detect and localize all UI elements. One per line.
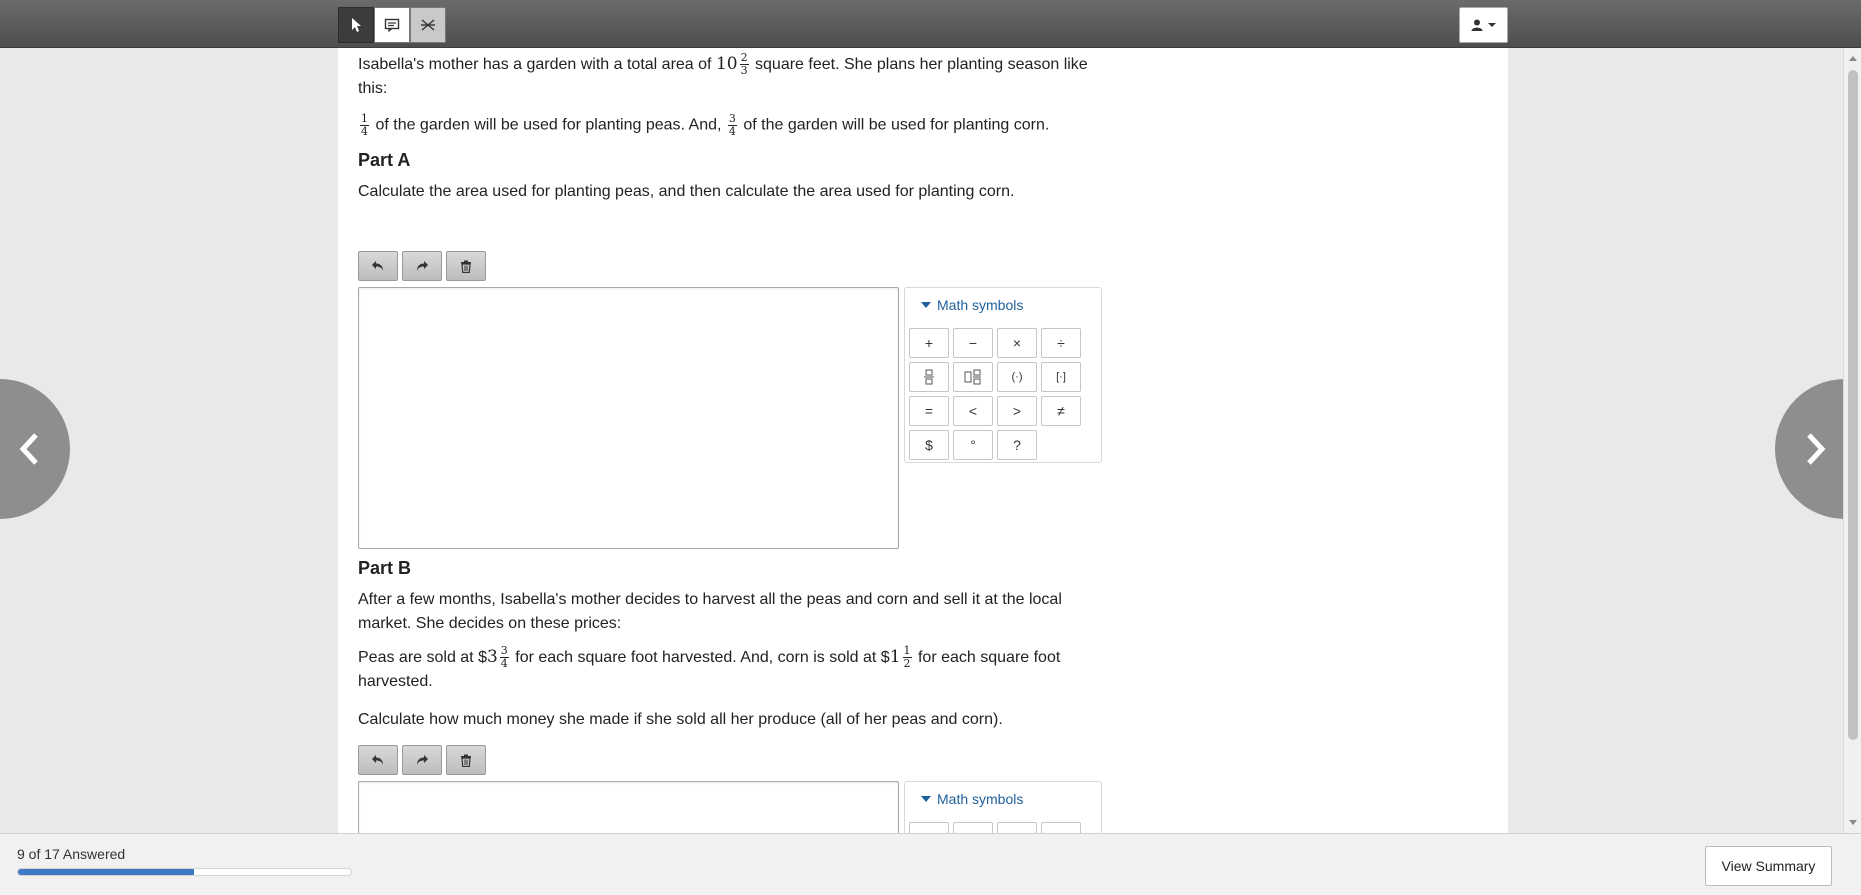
price-text-mid: for each square foot harvested. And, corn is sold at $	[515, 649, 890, 666]
top-toolbar	[0, 0, 1861, 48]
part-b-prompt: Calculate how much money she made if she sold all her produce (all of her peas and corn).	[358, 711, 1003, 728]
plan-text-end: of the garden will be used for planting corn.	[743, 116, 1050, 134]
times-symbol-button[interactable]: ×	[997, 328, 1037, 358]
question-symbol-button[interactable]: ?	[997, 430, 1037, 460]
note-icon	[384, 18, 400, 32]
part-b-math-symbols-panel	[904, 781, 1102, 841]
math-symbols-toggle[interactable]	[921, 297, 1023, 313]
prices-paragraph	[358, 645, 1098, 694]
mixed-number-icon	[964, 369, 982, 385]
question-sheet	[338, 48, 1508, 833]
dollar-symbol-button[interactable]: $	[909, 430, 949, 460]
delete-button[interactable]	[446, 745, 486, 775]
less-than-symbol-button[interactable]: <	[953, 396, 993, 426]
math-symbols-title: Math symbols	[937, 297, 1024, 313]
strikethrough-icon	[420, 18, 436, 32]
corn-price-fraction	[903, 645, 912, 670]
user-menu-button[interactable]	[1459, 7, 1508, 43]
intro-text-suffix: square feet. She plans her planting season like this:	[358, 56, 1088, 98]
peas-fraction	[360, 113, 369, 138]
peas-price-denominator: 4	[500, 657, 508, 671]
corn-numerator: 3	[728, 112, 736, 125]
part-a-edit-toolbar	[358, 251, 486, 281]
garden-area-whole: 10	[715, 54, 738, 74]
corn-fraction	[728, 113, 737, 138]
delete-button[interactable]	[446, 251, 486, 281]
brackets-symbol-button[interactable]: [·]	[1041, 362, 1081, 392]
math-symbols-title: Math symbols	[937, 791, 1024, 807]
math-symbol-grid	[909, 328, 1081, 460]
bottom-status-bar	[0, 833, 1861, 895]
peas-denominator: 4	[361, 125, 368, 138]
mixed-number-symbol-button[interactable]	[953, 362, 993, 392]
greater-than-symbol-button[interactable]: >	[997, 396, 1037, 426]
tool-group	[338, 7, 446, 43]
view-summary-button[interactable]: View Summary	[1705, 846, 1832, 886]
redo-icon	[415, 260, 429, 272]
undo-button[interactable]	[358, 745, 398, 775]
redo-button[interactable]	[402, 251, 442, 281]
corn-denominator: 4	[728, 125, 736, 138]
corn-price-denominator: 2	[903, 657, 911, 671]
scroll-up-icon[interactable]	[1849, 56, 1857, 61]
math-symbols-toggle[interactable]	[921, 791, 1023, 807]
fraction-symbol-button[interactable]	[909, 362, 949, 392]
vertical-scrollbar[interactable]	[1843, 48, 1861, 833]
note-tool-button[interactable]	[374, 7, 410, 43]
undo-icon	[371, 754, 385, 766]
chevron-right-icon	[1805, 432, 1827, 466]
part-a-title: Part A	[358, 150, 411, 170]
part-b-edit-toolbar	[358, 745, 486, 775]
caret-down-icon	[921, 302, 931, 308]
undo-button[interactable]	[358, 251, 398, 281]
minus-symbol-button[interactable]: −	[953, 328, 993, 358]
corn-price-whole: 1	[889, 647, 901, 667]
divide-symbol-button[interactable]: ÷	[1041, 328, 1081, 358]
fraction-icon	[924, 369, 934, 385]
parentheses-symbol-button[interactable]: (·)	[997, 362, 1037, 392]
trash-icon	[460, 260, 472, 273]
garden-area-fraction	[740, 52, 749, 77]
plan-paragraph	[358, 113, 1118, 138]
undo-icon	[371, 260, 385, 272]
peas-price-whole: 3	[486, 647, 498, 667]
part-b-text: After a few months, Isabella's mother decides to harvest all the peas and corn and sell it at the local market. She decides on these prices:	[358, 591, 1062, 632]
scroll-down-icon[interactable]	[1849, 820, 1857, 825]
peas-price-numerator: 3	[500, 644, 508, 658]
scroll-thumb[interactable]	[1848, 70, 1858, 740]
redo-icon	[415, 754, 429, 766]
part-a-text: Calculate the area used for planting peas, and then calculate the area used for planting corn.	[358, 183, 1015, 200]
equals-symbol-button[interactable]: =	[909, 396, 949, 426]
pointer-tool-button[interactable]	[338, 7, 374, 43]
part-a-answer-input[interactable]	[358, 287, 899, 549]
price-text-end: for each square foot harvested.	[358, 649, 1061, 691]
degree-symbol-button[interactable]: °	[953, 430, 993, 460]
chevron-left-icon	[18, 432, 40, 466]
price-text-prefix: Peas are sold at $	[358, 649, 487, 666]
plan-text-mid: of the garden will be used for planting peas. And,	[375, 116, 722, 134]
peas-numerator: 1	[361, 112, 368, 125]
progress-bar	[17, 868, 352, 876]
intro-text-prefix: Isabella's mother has a garden with a total area of	[358, 56, 712, 73]
progress-bar-fill	[18, 869, 194, 875]
pointer-icon	[349, 17, 363, 33]
trash-icon	[460, 754, 472, 767]
caret-down-icon	[921, 796, 931, 802]
plus-symbol-button[interactable]: +	[909, 328, 949, 358]
part-a-math-symbols-panel	[904, 287, 1102, 463]
garden-area-numerator: 2	[740, 51, 748, 65]
peas-price-fraction	[500, 645, 509, 670]
user-icon	[1471, 19, 1483, 31]
answered-count: 9 of 17 Answered	[17, 846, 126, 862]
part-b-title: Part B	[358, 558, 412, 578]
corn-price-numerator: 1	[903, 644, 911, 658]
not-equal-symbol-button[interactable]: ≠	[1041, 396, 1081, 426]
redo-button[interactable]	[402, 745, 442, 775]
strikethrough-tool-button[interactable]	[410, 7, 446, 43]
previous-question-button[interactable]	[0, 379, 70, 519]
intro-paragraph	[358, 52, 1098, 101]
part-b-answer-input[interactable]	[358, 781, 899, 841]
garden-area-denominator: 3	[740, 64, 748, 78]
caret-down-icon	[1488, 22, 1496, 28]
